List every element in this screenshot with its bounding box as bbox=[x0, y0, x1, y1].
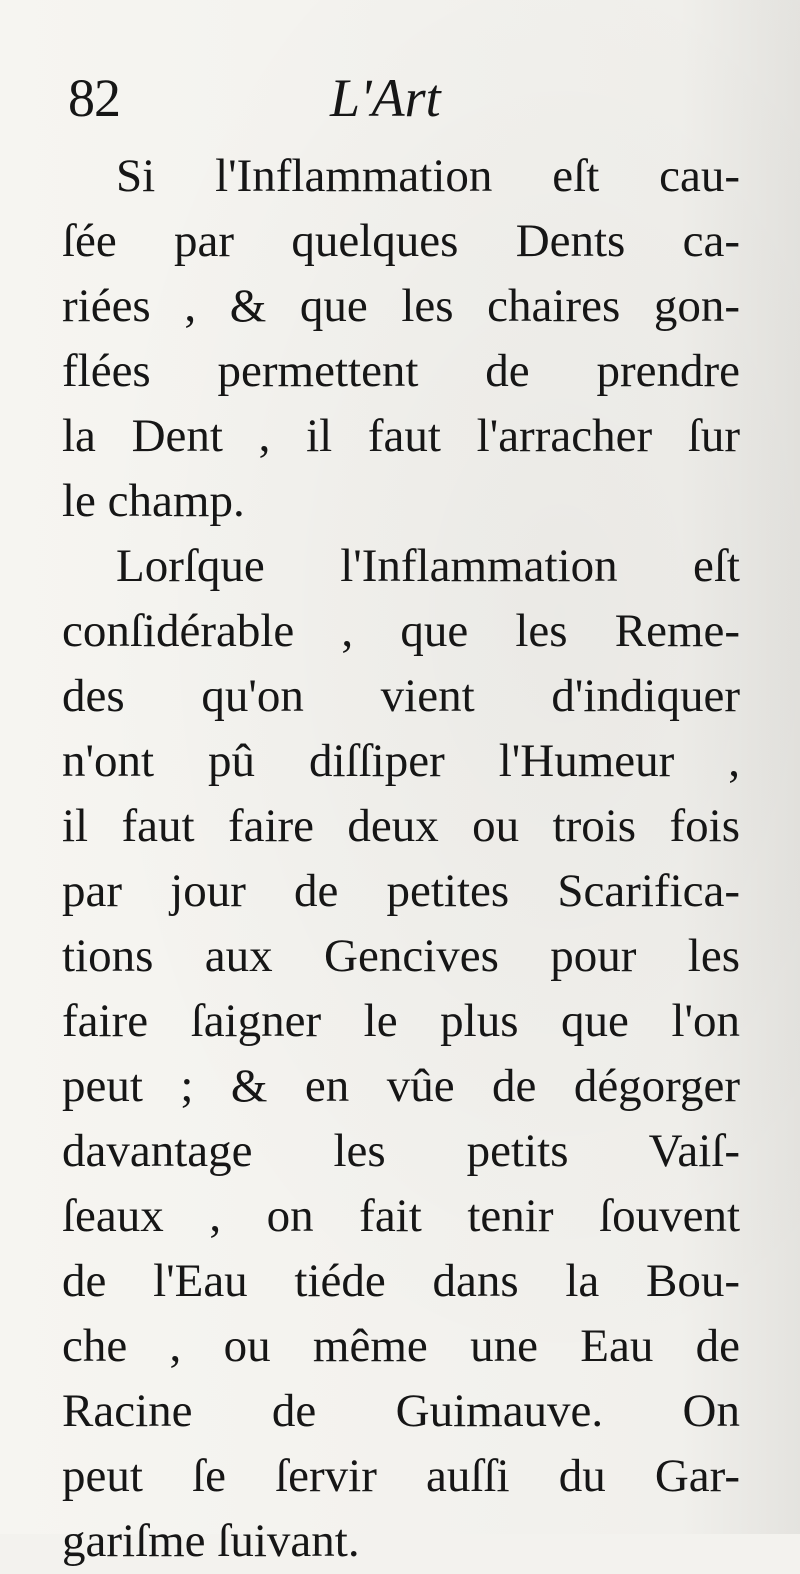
text-line: par jour de petites Scarifica- bbox=[62, 865, 740, 917]
text-line: riées , & que les chaires gon- bbox=[62, 280, 740, 332]
text-line: il faut faire deux ou trois fois bbox=[62, 800, 740, 852]
text-line: ſeaux , on fait tenir ſouvent bbox=[62, 1190, 740, 1242]
text-line: des qu'on vient d'indiquer bbox=[62, 670, 740, 722]
text-line: peut ; & en vûe de dégorger bbox=[62, 1060, 740, 1112]
text-line: davantage les petits Vaiſ- bbox=[62, 1125, 740, 1177]
text-line: faire ſaigner le plus que l'on bbox=[62, 995, 740, 1047]
text-line: la Dent , il faut l'arracher ſur bbox=[62, 410, 740, 462]
text-line: Lorſque l'Inflammation eſt bbox=[116, 540, 740, 592]
text-line: tions aux Gencives pour les bbox=[62, 930, 740, 982]
body-text bbox=[62, 144, 740, 1574]
page-number: 82 bbox=[68, 68, 120, 128]
text-line: peut ſe ſervir auſſi du Gar- bbox=[62, 1450, 740, 1502]
text-line: Racine de Guimauve. On bbox=[62, 1385, 740, 1437]
text-line: le champ. bbox=[62, 475, 245, 527]
text-line: Si l'Inflammation eſt cau- bbox=[116, 150, 740, 202]
text-line: ſée par quelques Dents ca- bbox=[62, 215, 740, 267]
text-line: n'ont pû diſſiper l'Humeur , bbox=[62, 735, 740, 787]
text-line: che , ou même une Eau de bbox=[62, 1320, 740, 1372]
page-header bbox=[62, 58, 502, 138]
text-line: gariſme ſuivant. bbox=[62, 1515, 360, 1567]
text-line: flées permettent de prendre bbox=[62, 345, 740, 397]
text-line: conſidérable , que les Reme- bbox=[62, 605, 740, 657]
text-line: de l'Eau tiéde dans la Bou- bbox=[62, 1255, 740, 1307]
running-title: L'Art bbox=[330, 68, 441, 128]
